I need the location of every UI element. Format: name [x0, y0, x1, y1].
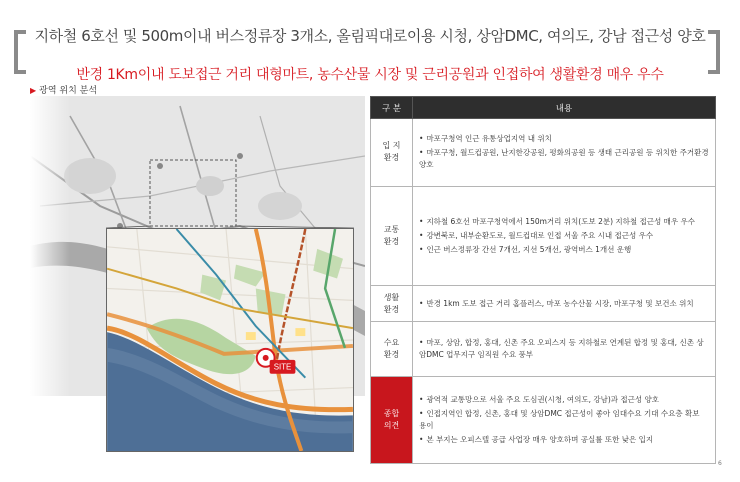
list-item: • 인근 버스정류장 간선 7개선, 지선 5개선, 광역버스 1개선 운행	[419, 244, 632, 254]
site-label: SITE	[273, 362, 292, 372]
list-item: • 마포구청역 인근 유통상업지역 내 위치	[419, 134, 552, 144]
list-item: • 인접지역인 합정, 신촌, 홍대 및 상암DMC 접근성이 좋아 임대수요 기대 수요층 확보 용이	[419, 409, 700, 431]
headline: 지하철 6호선 및 500m이내 버스정류장 3개소, 올림픽대로이용 시청, 상암DMC, 여의도, 강남 접근성 양호	[34, 27, 706, 45]
section-label-text: 광역 위치 분석	[39, 86, 98, 96]
list-item: • 마포, 상암, 합정, 홍대, 신촌 주요 오피스지 등 지하철로 연계된 합정 및 홍대, 신촌 상암DMC 업무지구 임직원 수요 풍부	[419, 338, 704, 360]
page-number: 6	[718, 460, 722, 467]
list-item: • 반경 1km 도보 접근 거리 홈플러스, 마포 농수산물 시장, 마포구청 및 보건소 위치	[419, 298, 694, 308]
row-category: 생활 환경	[371, 286, 413, 322]
row-content	[413, 286, 716, 322]
row-content	[413, 322, 716, 377]
list-item: • 강변북로, 내부순환도로, 월드컵대로 인접 서울 주요 시내 접근성 우수	[419, 230, 654, 240]
list-item: • 지하철 6호선 마포구청역에서 150m거리 위치(도보 2분) 지하철 접근성 매우 우수	[419, 216, 696, 226]
table-row	[371, 322, 716, 377]
table-row	[371, 119, 716, 187]
row-content	[413, 119, 716, 187]
table-row-summary	[371, 377, 716, 464]
header-category: 구 분	[371, 97, 413, 119]
row-category: 입 지 환경	[371, 119, 413, 187]
header-content: 내용	[413, 97, 716, 119]
row-category: 수요 환경	[371, 322, 413, 377]
row-content	[413, 377, 716, 464]
row-category: 교통 환경	[371, 186, 413, 285]
triangle-icon: ▶	[30, 86, 37, 95]
list-item: • 광역적 교통망으로 서울 주요 도심권(시청, 여의도, 강남)과 접근성 양호	[419, 395, 659, 405]
table-row	[371, 286, 716, 322]
location-analysis-table	[370, 96, 716, 464]
section-label	[30, 83, 97, 96]
left-bracket-decoration	[14, 30, 26, 74]
subheadline: 반경 1Km이내 도보접근 거리 대형마트, 농수산물 시장 및 근리공원과 인접하여 생활환경 매우 우수	[76, 67, 664, 83]
row-category: 종합 의견	[371, 377, 413, 464]
zoomed-map	[106, 228, 354, 452]
table-row	[371, 186, 716, 285]
row-content	[413, 186, 716, 285]
list-item: • 본 부지는 오피스텔 공급 사업장 매우 양호하며 공실률 또한 낮은 입지	[419, 435, 654, 445]
table-header-row	[371, 97, 716, 119]
list-item: • 마포구청, 월드컵공원, 난지한강공원, 평화의공원 등 생태 근리공원 등 위치한 주거환경 양호	[419, 148, 709, 170]
